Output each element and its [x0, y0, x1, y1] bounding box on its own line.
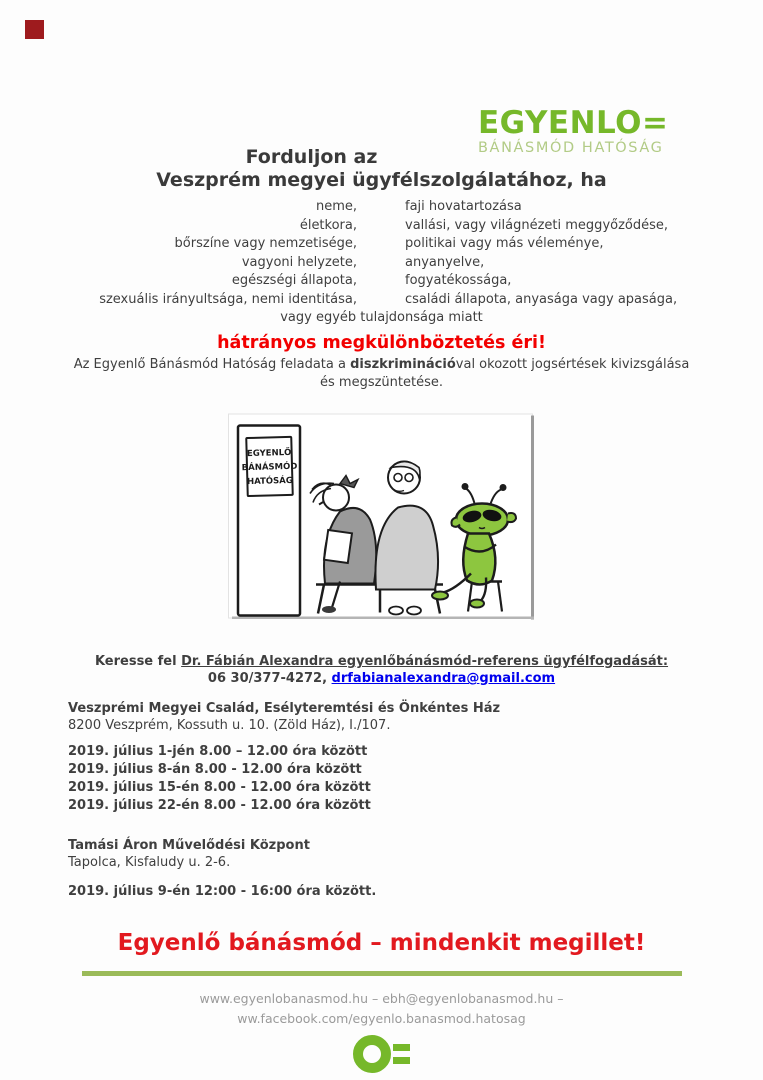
- referent-link[interactable]: Dr. Fábián Alexandra egyenlőbánásmód-referens ügyfélfogadását:: [181, 654, 669, 669]
- authority-mission-text: [0, 356, 763, 392]
- mission-text-bold: diszkrimináció: [350, 357, 456, 372]
- mission-text-post: val okozott jogsértések kivizsgálása: [455, 357, 690, 372]
- contact-line-1: [0, 653, 763, 670]
- ground-item: szexuális irányultsága, nemi identitása,: [99, 291, 357, 307]
- venue-2-date: 2019. július 9-én 12:00 - 16:00 óra között.: [68, 884, 377, 899]
- door-sign: [240, 437, 297, 496]
- title-line-1: Forduljon az: [245, 146, 378, 168]
- contact-email-link[interactable]: drfabianalexandra@gmail.com: [331, 671, 556, 686]
- venue-1-address: 8200 Veszprém, Kossuth u. 10. (Zöld Ház), I./107.: [68, 718, 391, 733]
- contact-lead: Keresse fel: [94, 654, 182, 669]
- page-title: [0, 146, 763, 192]
- logo-ring: [358, 1040, 386, 1068]
- door-sign-line: HATÓSÁG: [246, 475, 293, 488]
- equality-slogan: Egyenlő bánásmód – mindenkit megillet!: [117, 930, 646, 956]
- date-line: 2019. július 22-én 8.00 - 12.00 óra között: [68, 798, 371, 813]
- contact-line-2: [0, 670, 763, 687]
- green-divider: [82, 971, 682, 976]
- venue-2-address: Tapolca, Kisfaludy u. 2-6.: [68, 855, 231, 870]
- ground-item: vagyoni helyzete,: [241, 254, 357, 270]
- date-line: 2019. július 8-án 8.00 - 12.00 óra között: [68, 762, 362, 777]
- ground-item: neme,: [315, 199, 357, 214]
- ebh-logo-subtitle: BÁNÁSMÓD HATÓSÁG: [478, 140, 664, 156]
- contact-phone: 06 30/377-4272,: [207, 671, 332, 686]
- cartoon-frame-shadow-bottom: [232, 617, 534, 620]
- waiting-room-cartoon: [228, 413, 536, 622]
- ground-item: politikai vagy más véleménye,: [405, 236, 604, 251]
- venue-1-name: Veszprémi Megyei Család, Esélyteremtési és Önkéntes Ház: [68, 701, 501, 716]
- footer-line-2: ww.facebook.com/egyenlo.banasmod.hatosag: [237, 1010, 526, 1026]
- ground-item: egészségi állapota,: [231, 273, 357, 288]
- ground-item: vallási, vagy világnézeti meggyőződése,: [405, 217, 669, 233]
- mission-text-pre: Az Egyenlő Bánásmód Hatóság feladata a: [73, 357, 351, 372]
- logo-equals-top-bar: [393, 1044, 410, 1051]
- cartoon-frame-shadow-right: [531, 416, 534, 620]
- venues-section: [68, 700, 763, 901]
- ground-item: bőrszíne vagy nemzetisége,: [174, 236, 357, 251]
- footer-links: [0, 989, 763, 1028]
- venue-2: [68, 837, 763, 901]
- cartoon-illustration: [228, 413, 536, 622]
- ebh-logo-wordmark: EGYENLO=: [478, 105, 669, 141]
- ground-item: faji hovatartozása: [405, 199, 522, 214]
- contact-block: [0, 653, 763, 687]
- ground-item: anyanyelve,: [405, 254, 485, 270]
- logo-equals-bottom-bar: [393, 1057, 410, 1064]
- ground-item: családi állapota, anyasága vagy apasága,: [405, 291, 678, 307]
- venue-1: [68, 700, 763, 815]
- protected-grounds-list: [0, 198, 763, 309]
- ground-item: fogyatékossága,: [405, 273, 512, 288]
- date-line: 2019. július 1-jén 8.00 – 12.00 óra között: [68, 744, 368, 759]
- door-sign-line: BÁNÁSMÓD: [241, 461, 297, 474]
- discrimination-alert-heading: hátrányos megkülönböztetés éri!: [217, 333, 546, 353]
- title-line-2: Veszprém megyei ügyfélszolgálatához, ha: [156, 169, 607, 191]
- ebh-equals-logo: [351, 1031, 413, 1077]
- red-square-marker: [25, 20, 44, 39]
- ground-item: életkora,: [299, 217, 357, 233]
- door-sign-line: EGYENLŐ: [246, 447, 291, 460]
- mission-text-line2: és megszüntetése.: [320, 375, 443, 390]
- venue-1-dates: [68, 743, 763, 815]
- venue-2-name: Tamási Áron Művelődési Központ: [68, 838, 310, 853]
- grounds-closing-line: vagy egyéb tulajdonsága miatt: [280, 310, 483, 325]
- date-line: 2019. július 15-én 8.00 - 12.00 óra között: [68, 780, 371, 795]
- footer-line-1: www.egyenlobanasmod.hu – ebh@egyenlobanasmod.hu –: [199, 991, 564, 1006]
